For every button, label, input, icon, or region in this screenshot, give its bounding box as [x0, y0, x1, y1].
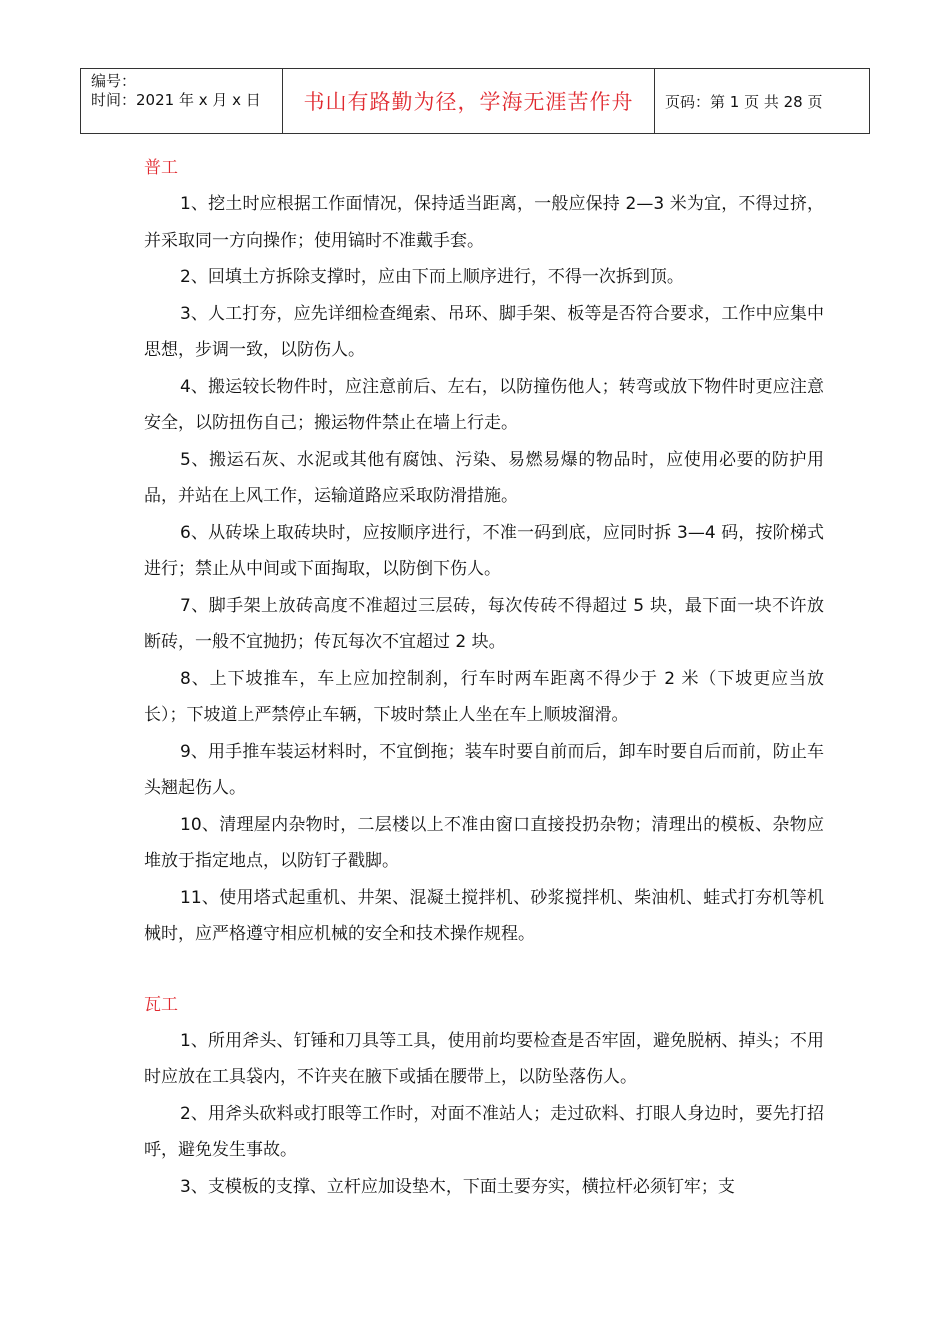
paragraph: 8、上下坡推车，车上应加控制刹，行车时两车距离不得少于 2 米（下坡更应当放长）；下坡道上严禁停止车辆，下坡时禁止人坐在车上顺坡溜滑。 [144, 668, 824, 725]
paragraph: 7、脚手架上放砖高度不准超过三层砖，每次传砖不得超过 5 块，最下面一块不许放断砖，一般不宜抛扔；传瓦每次不宜超过 2 块。 [144, 595, 824, 652]
document-header [80, 68, 870, 134]
section-general-labor [144, 150, 824, 953]
paragraph: 3、人工打夯，应先详细检查绳索、吊环、脚手架、板等是否符合要求，工作中应集中思想，步调一致，以防伤人。 [144, 303, 824, 360]
paragraph: 5、搬运石灰、水泥或其他有腐蚀、污染、易燃易爆的物品时，应使用必要的防护用品，并站在上风工作，运输道路应采取防滑措施。 [144, 449, 824, 506]
paragraph: 4、搬运较长物件时，应注意前后、左右，以防撞伤他人；转弯或放下物件时更应注意安全，以防扭伤自己；搬运物件禁止在墙上行走。 [144, 376, 824, 433]
paragraph: 6、从砖垛上取砖块时，应按顺序进行，不准一码到底，应同时拆 3—4 码，按阶梯式进行；禁止从中间或下面掏取，以防倒下伤人。 [144, 522, 824, 579]
header-motto: 书山有路勤为径，学海无涯苦作舟 [283, 69, 655, 133]
paragraph: 1、挖土时应根据工作面情况，保持适当距离，一般应保持 2—3 米为宜，不得过挤，并采取同一方向操作；使用镐时不准戴手套。 [144, 194, 824, 251]
paragraph: 11、使用塔式起重机、井架、混凝土搅拌机、砂浆搅拌机、柴油机、蛙式打夯机等机械时，应严格遵守相应机械的安全和技术操作规程。 [144, 887, 824, 944]
page-info: 页码：第 1 页 共 28 页 [665, 92, 823, 111]
header-meta [81, 69, 283, 133]
paragraph: 10、清理屋内杂物时，二层楼以上不准由窗口直接投扔杂物；清理出的模板、杂物应堆放于指定地点，以防钉子戳脚。 [144, 814, 824, 871]
paragraph: 9、用手推车装运材料时，不宜倒拖；装车时要自前而后，卸车时要自后而前，防止车头翘起伤人。 [144, 741, 824, 798]
document-body [144, 150, 824, 1205]
document-date: 时间：2021 年 x 月 x 日 [91, 91, 261, 109]
paragraph: 2、用斧头砍料或打眼等工作时，对面不准站人；走过砍料、打眼人身边时，要先打招呼，避免发生事故。 [144, 1103, 824, 1160]
document-number: 编号： [91, 72, 137, 90]
section-title: 普工 [144, 158, 178, 178]
paragraph: 3、支模板的支撑、立杆应加设垫木，下面土要夯实，横拉杆必须钉牢；支 [180, 1176, 735, 1197]
section-title: 瓦工 [144, 994, 178, 1015]
paragraph: 2、回填土方拆除支撑时，应由下而上顺序进行，不得一次拆到顶。 [180, 267, 684, 287]
paragraph: 1、所用斧头、钉锤和刀具等工具，使用前均要检查是否牢固，避免脱柄、掉头；不用时应放在工具袋内，不许夹在腋下或插在腰带上，以防坠落伤人。 [144, 1030, 824, 1087]
section-spacer [144, 953, 824, 987]
section-masonry [144, 987, 824, 1206]
